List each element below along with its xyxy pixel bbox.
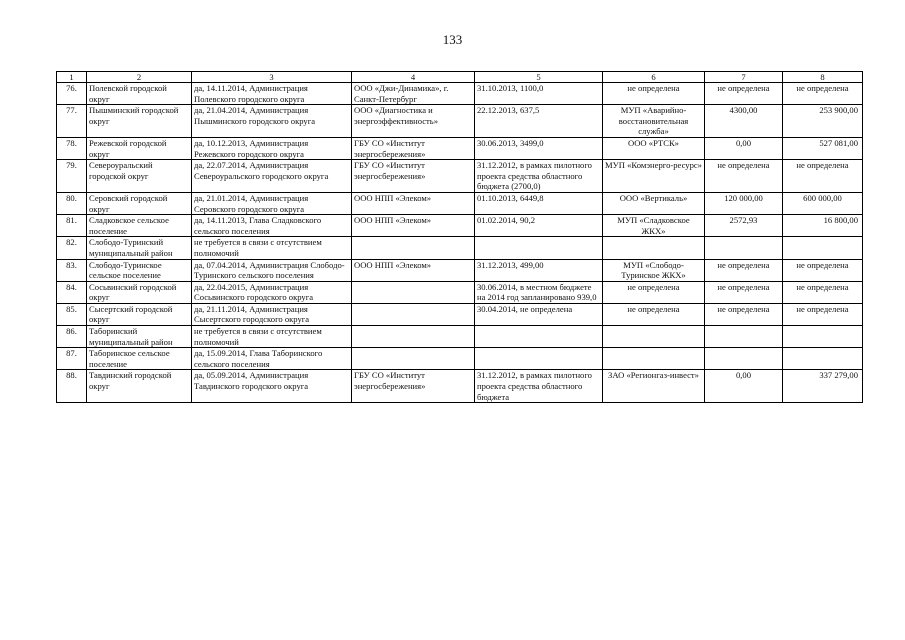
- value-7-cell: 0,00: [705, 137, 783, 159]
- municipality-name: Полевской городской округ: [87, 83, 192, 105]
- decision-cell: да, 22.04.2015, Администрация Сосьвинского городского округа: [192, 281, 352, 303]
- date-cost-cell: 22.12.2013, 637,5: [475, 105, 603, 138]
- table-row: [57, 237, 863, 259]
- organization-cell: ООО НПП «Элеком»: [352, 215, 475, 237]
- date-cost-cell: 30.06.2014, в местном бюджете на 2014 год запланировано 939,0: [475, 281, 603, 303]
- decision-cell: да, 14.11.2014, Администрация Полевского городского округа: [192, 83, 352, 105]
- table-row: [57, 281, 863, 303]
- row-number: 78.: [57, 137, 87, 159]
- row-number: 84.: [57, 281, 87, 303]
- decision-cell: да, 07.04.2014, Администрация Слободо-Туринского сельского поселения: [192, 259, 352, 281]
- decision-cell: да, 10.12.2013, Администрация Режевского городского округа: [192, 137, 352, 159]
- row-number: 79.: [57, 160, 87, 193]
- date-cost-cell: 30.04.2014, не определена: [475, 303, 603, 325]
- operator-cell: МУП «Слободо-Туринское ЖКХ»: [603, 259, 705, 281]
- organization-cell: ООО «Джи-Динамика», г. Санкт-Петербург: [352, 83, 475, 105]
- value-7-cell: [705, 237, 783, 259]
- operator-cell: ООО «РТСК»: [603, 137, 705, 159]
- value-7-cell: [705, 348, 783, 370]
- decision-cell: да, 15.09.2014, Глава Таборинского сельского поселения: [192, 348, 352, 370]
- column-header: 7: [705, 72, 783, 83]
- value-7-cell: не определена: [705, 160, 783, 193]
- date-cost-cell: 01.02.2014, 90,2: [475, 215, 603, 237]
- value-8-cell: не определена: [783, 303, 863, 325]
- organization-cell: ООО НПП «Элеком»: [352, 192, 475, 214]
- date-cost-cell: 31.12.2012, в рамках пилотного проекта средства областного бюджета (2700,0): [475, 160, 603, 193]
- row-number: 83.: [57, 259, 87, 281]
- row-number: 76.: [57, 83, 87, 105]
- municipality-name: Режевской городской округ: [87, 137, 192, 159]
- operator-cell: МУП «Сладковское ЖКХ»: [603, 215, 705, 237]
- operator-cell: [603, 326, 705, 348]
- municipality-name: Серовский городской округ: [87, 192, 192, 214]
- municipality-name: Сладковское сельское поселение: [87, 215, 192, 237]
- column-header: 5: [475, 72, 603, 83]
- value-7-cell: не определена: [705, 281, 783, 303]
- table-row: [57, 259, 863, 281]
- municipality-name: Слободо-Туринский муниципальный район: [87, 237, 192, 259]
- column-header: 4: [352, 72, 475, 83]
- date-cost-cell: 30.06.2013, 3499,0: [475, 137, 603, 159]
- column-header: 8: [783, 72, 863, 83]
- value-8-cell: 16 800,00: [783, 215, 863, 237]
- value-8-cell: не определена: [783, 259, 863, 281]
- operator-cell: МУП «Аварийно-восстановительная служба»: [603, 105, 705, 138]
- column-header: 1: [57, 72, 87, 83]
- operator-cell: [603, 348, 705, 370]
- organization-cell: ГБУ СО «Институт энергосбережения»: [352, 137, 475, 159]
- date-cost-cell: 01.10.2013, 6449,8: [475, 192, 603, 214]
- date-cost-cell: [475, 237, 603, 259]
- municipality-name: Таборинский муниципальный район: [87, 326, 192, 348]
- operator-cell: не определена: [603, 303, 705, 325]
- organization-cell: ООО «Диагностика и энергоэффективность»: [352, 105, 475, 138]
- table-row: [57, 192, 863, 214]
- column-header: 3: [192, 72, 352, 83]
- value-8-cell: [783, 237, 863, 259]
- organization-cell: [352, 326, 475, 348]
- row-number: 86.: [57, 326, 87, 348]
- decision-cell: да, 21.11.2014, Администрация Сысертского городского округа: [192, 303, 352, 325]
- decision-cell: не требуется в связи с отсутствием полномочий: [192, 237, 352, 259]
- municipality-name: Сосьвинский городской округ: [87, 281, 192, 303]
- value-7-cell: [705, 326, 783, 348]
- date-cost-cell: 31.12.2012, в рамках пилотного проекта средства областного бюджета: [475, 370, 603, 403]
- value-7-cell: не определена: [705, 83, 783, 105]
- date-cost-cell: 31.10.2013, 1100,0: [475, 83, 603, 105]
- organization-cell: [352, 303, 475, 325]
- value-8-cell: 527 081,00: [783, 137, 863, 159]
- column-header: 6: [603, 72, 705, 83]
- row-number: 85.: [57, 303, 87, 325]
- decision-cell: да, 21.01.2014, Администрация Серовского городского округа: [192, 192, 352, 214]
- value-7-cell: 0,00: [705, 370, 783, 403]
- operator-cell: не определена: [603, 281, 705, 303]
- municipality-name: Сысертский городской округ: [87, 303, 192, 325]
- table-row: [57, 370, 863, 403]
- value-7-cell: не определена: [705, 259, 783, 281]
- value-8-cell: не определена: [783, 83, 863, 105]
- operator-cell: МУП «Комэнерго-ресурс»: [603, 160, 705, 193]
- municipality-name: Пышминский городской округ: [87, 105, 192, 138]
- row-number: 77.: [57, 105, 87, 138]
- decision-cell: да, 22.07.2014, Администрация Североуральского городского округа: [192, 160, 352, 193]
- decision-cell: да, 14.11.2013, Глава Сладковского сельского поселения: [192, 215, 352, 237]
- date-cost-cell: [475, 326, 603, 348]
- value-7-cell: не определена: [705, 303, 783, 325]
- row-number: 88.: [57, 370, 87, 403]
- column-header: 2: [87, 72, 192, 83]
- header-row: [57, 72, 863, 83]
- value-8-cell: 337 279,00: [783, 370, 863, 403]
- decision-cell: да, 21.04.2014, Администрация Пышминского городского округа: [192, 105, 352, 138]
- date-cost-cell: 31.12.2013, 499,00: [475, 259, 603, 281]
- data-table: [56, 71, 863, 403]
- decision-cell: да, 05.09.2014, Администрация Тавдинского городского округа: [192, 370, 352, 403]
- organization-cell: ООО НПП «Элеком»: [352, 259, 475, 281]
- operator-cell: не определена: [603, 83, 705, 105]
- municipality-name: Таборинское сельское поселение: [87, 348, 192, 370]
- table-row: [57, 348, 863, 370]
- operator-cell: [603, 237, 705, 259]
- table-row: [57, 303, 863, 325]
- municipality-name: Тавдинский городской округ: [87, 370, 192, 403]
- value-8-cell: не определена: [783, 160, 863, 193]
- row-number: 80.: [57, 192, 87, 214]
- organization-cell: ГБУ СО «Институт энергосбережения»: [352, 370, 475, 403]
- value-8-cell: 600 000,00: [783, 192, 863, 214]
- table-row: [57, 105, 863, 138]
- table-row: [57, 326, 863, 348]
- row-number: 87.: [57, 348, 87, 370]
- value-8-cell: 253 900,00: [783, 105, 863, 138]
- value-7-cell: 4300,00: [705, 105, 783, 138]
- row-number: 81.: [57, 215, 87, 237]
- municipality-name: Слободо-Туринское сельское поселение: [87, 259, 192, 281]
- table-row: [57, 137, 863, 159]
- value-8-cell: [783, 326, 863, 348]
- value-7-cell: 120 000,00: [705, 192, 783, 214]
- row-number: 82.: [57, 237, 87, 259]
- table-row: [57, 83, 863, 105]
- operator-cell: ООО «Вертикаль»: [603, 192, 705, 214]
- value-7-cell: 2572,93: [705, 215, 783, 237]
- value-8-cell: [783, 348, 863, 370]
- organization-cell: ГБУ СО «Институт энергосбережения»: [352, 160, 475, 193]
- date-cost-cell: [475, 348, 603, 370]
- organization-cell: [352, 348, 475, 370]
- value-8-cell: не определена: [783, 281, 863, 303]
- organization-cell: [352, 237, 475, 259]
- table-row: [57, 160, 863, 193]
- decision-cell: не требуется в связи с отсутствием полномочий: [192, 326, 352, 348]
- municipality-name: Североуральский городской округ: [87, 160, 192, 193]
- page-number: 133: [442, 32, 463, 47]
- operator-cell: ЗАО «Регионгаз-инвест»: [603, 370, 705, 403]
- table-row: [57, 215, 863, 237]
- organization-cell: [352, 281, 475, 303]
